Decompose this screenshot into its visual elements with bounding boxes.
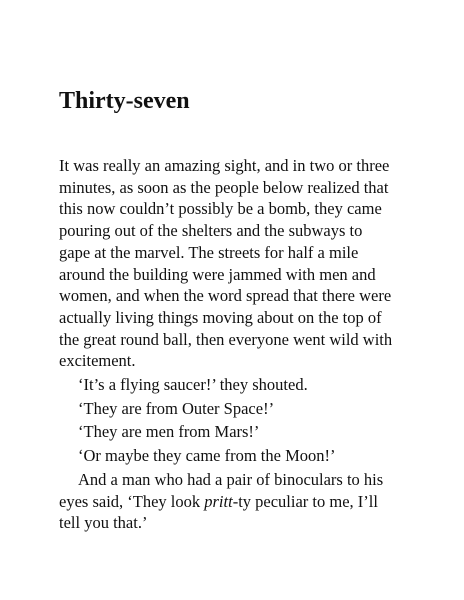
text-line: And a man who had a pair of binoculars to his bbox=[78, 469, 384, 489]
chapter-title: Thirty-seven bbox=[59, 88, 190, 114]
text-line: tell you that.’ bbox=[59, 513, 148, 533]
dialogue-flying-saucer bbox=[59, 374, 419, 396]
text-segment: eyes said, ‘They look bbox=[59, 491, 205, 511]
text-line: It was really an amazing sight, and in two or three bbox=[59, 156, 390, 175]
text-line: excitement. bbox=[59, 351, 136, 371]
text-line: ‘They are from Outer Space!’ bbox=[78, 398, 275, 418]
emphasized-word: pritt bbox=[204, 491, 233, 511]
text-line: minutes, as soon as the people below realized that bbox=[59, 177, 389, 197]
text-line: the great round ball, then everyone went wild with bbox=[59, 329, 393, 349]
text-line: gape at the marvel. The streets for half a mile bbox=[59, 242, 359, 262]
text-line: women, and when the word spread that there were bbox=[59, 286, 392, 306]
text-line: pouring out of the shelters and the subways to bbox=[59, 221, 363, 241]
dialogue-moon bbox=[59, 445, 419, 467]
text-line: ‘It’s a flying saucer!’ they shouted. bbox=[78, 375, 308, 395]
paragraph-opening bbox=[59, 155, 419, 372]
dialogue-outer-space bbox=[59, 398, 419, 420]
text-line-with-emphasis bbox=[59, 492, 378, 511]
paragraph-binoculars bbox=[59, 469, 419, 534]
text-line: ‘Or maybe they came from the Moon!’ bbox=[78, 446, 336, 466]
text-line: this now couldn’t possibly be a bomb, they came bbox=[59, 199, 382, 219]
text-segment: -ty peculiar to me, I’ll bbox=[232, 491, 378, 511]
text-line: ‘They are men from Mars!’ bbox=[78, 422, 260, 442]
dialogue-mars bbox=[59, 421, 419, 443]
text-line: around the building were jammed with men and bbox=[59, 264, 376, 284]
chapter-body bbox=[59, 155, 419, 534]
text-line: actually living things moving about on the top of bbox=[59, 307, 382, 327]
